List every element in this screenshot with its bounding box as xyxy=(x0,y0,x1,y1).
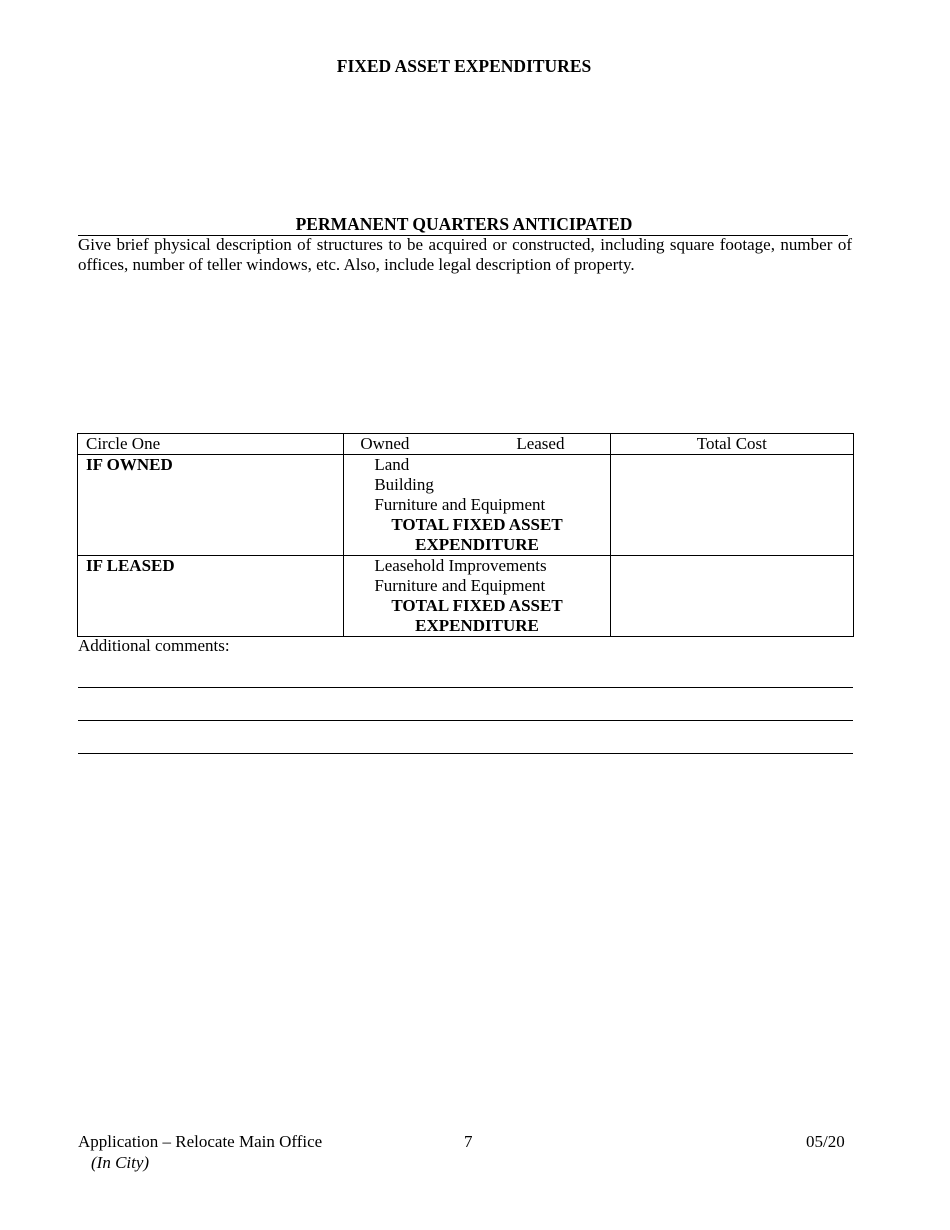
leased-item-improvements: Leasehold Improvements xyxy=(374,556,547,575)
page-title: FIXED ASSET EXPENDITURES xyxy=(336,56,592,76)
owned-items-cell xyxy=(344,455,610,556)
leased-total-cost-cell[interactable] xyxy=(610,556,853,637)
section-instructions: Give brief physical description of structures to be acquired or constructed, including square footage, number of offices, number of teller windows, etc. Also, include legal description of property. xyxy=(78,235,852,274)
owned-option[interactable]: Owned xyxy=(360,434,410,453)
footer-form-name: Application – Relocate Main Office xyxy=(78,1132,323,1151)
leased-total-label-line1: TOTAL FIXED ASSET xyxy=(391,596,563,615)
owned-item-building: Building xyxy=(374,475,434,494)
leased-total-label-line2: EXPENDITURE xyxy=(415,616,539,635)
footer-revision-date: 05/20 xyxy=(806,1132,845,1151)
circle-one-label: Circle One xyxy=(78,434,344,455)
comment-line-1[interactable] xyxy=(78,687,853,688)
owned-item-land: Land xyxy=(374,455,410,474)
comment-line-3[interactable] xyxy=(78,753,853,754)
additional-comments-label: Additional comments: xyxy=(78,636,230,655)
if-owned-label: IF OWNED xyxy=(78,455,344,556)
leased-items-cell xyxy=(344,556,610,637)
leased-item-furniture: Furniture and Equipment xyxy=(374,576,546,595)
owned-total-cost-cell[interactable] xyxy=(610,455,853,556)
owned-total-label-line2: EXPENDITURE xyxy=(415,535,539,554)
table-header-row xyxy=(78,434,854,455)
fixed-asset-table xyxy=(77,433,854,637)
owned-item-furniture: Furniture and Equipment xyxy=(374,495,546,514)
owned-total-label-line1: TOTAL FIXED ASSET xyxy=(391,515,563,534)
leased-option[interactable]: Leased xyxy=(516,434,565,453)
comment-line-2[interactable] xyxy=(78,720,853,721)
table-row-owned xyxy=(78,455,854,556)
owned-leased-choice-cell xyxy=(344,434,610,455)
section-title: PERMANENT QUARTERS ANTICIPATED xyxy=(295,214,633,234)
if-leased-label: IF LEASED xyxy=(78,556,344,637)
footer-form-subtitle: (In City) xyxy=(91,1153,150,1172)
total-cost-header: Total Cost xyxy=(610,434,853,455)
table-row-leased xyxy=(78,556,854,637)
footer-page-number: 7 xyxy=(464,1132,473,1151)
